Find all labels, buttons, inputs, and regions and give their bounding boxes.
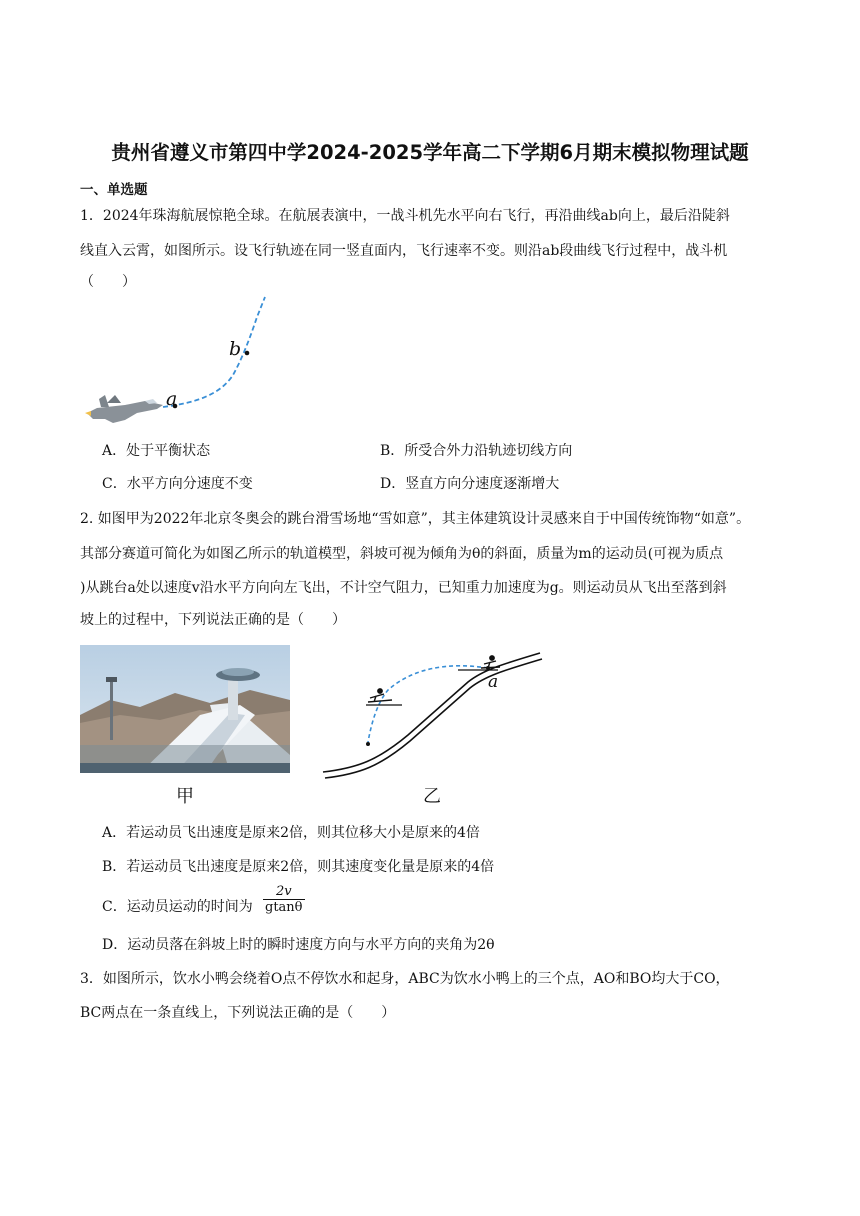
ski-jump-photo	[80, 645, 290, 773]
q2-text-line-1: 2. 如图甲为2022年北京冬奥会的跳台滑雪场地“雪如意”，其主体建筑设计灵感来自于中国传统饰物“如意”。	[80, 511, 751, 527]
q2-text-line-4: 坡上的过程中，下列说法正确的是（ ）	[80, 612, 346, 628]
figure-caption-yi: 乙	[423, 786, 441, 807]
q1-option-a[interactable]: A．处于平衡状态	[102, 443, 211, 459]
q3-text-line-2: BC两点在一条直线上，下列说法正确的是（ ）	[80, 1005, 396, 1021]
q1-option-c[interactable]: C．水平方向分速度不变	[102, 476, 253, 492]
q2-point-a-label: a	[488, 672, 499, 692]
flight-path-curve	[163, 297, 265, 407]
q2-option-c-fraction	[263, 884, 305, 915]
page-title: 贵州省遵义市第四中学2024-2025学年高二下学期6月期末模拟物理试题	[111, 141, 749, 164]
figure-caption-jia: 甲	[176, 786, 194, 807]
section-heading: 一、单选题	[80, 182, 148, 198]
q1-point-a-label: a	[166, 388, 178, 410]
landing-point-dot	[366, 742, 370, 746]
fraction-denominator: gtanθ	[265, 900, 303, 915]
track-upper-rail	[323, 653, 540, 772]
q1-text-line-2: 线直入云霄，如图所示。设飞行轨迹在同一竖直面内，飞行速率不变。则沿ab段曲线飞行过程中，战斗机	[80, 243, 728, 259]
q2-option-d[interactable]: D．运动员落在斜坡上时的瞬时速度方向与水平方向的夹角为2θ	[102, 937, 495, 953]
fraction-numerator: 2v	[263, 884, 305, 900]
flight-parabola	[368, 666, 488, 742]
q1-text-line-3: （ ）	[80, 274, 136, 290]
q2-option-c[interactable]: C．运动员运动的时间为	[102, 899, 253, 915]
point-b-dot	[245, 351, 250, 356]
ski-track-diagram	[318, 650, 548, 780]
fighter-jet-icon	[85, 395, 163, 423]
q1-option-b[interactable]: B．所受合外力沿轨迹切线方向	[380, 443, 573, 459]
q2-text-line-2: 其部分赛道可简化为如图乙所示的轨道模型，斜坡可视为倾角为θ的斜面，质量为m的运动员(可视为质点	[80, 546, 724, 562]
q2-text-line-3: )从跳台a处以速度v沿水平方向向左飞出，不计空气阻力，已知重力加速度为g。则运动员从飞出至落到斜	[80, 580, 727, 596]
q1-option-d[interactable]: D．竖直方向分速度逐渐增大	[380, 476, 560, 492]
q3-text-line-1: 3．如图所示，饮水小鸭会绕着O点不停饮水和起身，ABC为饮水小鸭上的三个点，AO和BO均大于CO，	[80, 971, 730, 987]
q2-option-b[interactable]: B．若运动员飞出速度是原来2倍，则其速度变化量是原来的4倍	[102, 859, 495, 875]
track-lower-rail	[325, 659, 542, 778]
q1-text-line-1: 1．2024年珠海航展惊艳全球。在航展表演中，一战斗机先水平向右飞行，再沿曲线ab向上，最后沿陡斜	[80, 208, 730, 224]
q2-option-a[interactable]: A．若运动员飞出速度是原来2倍，则其位移大小是原来的4倍	[102, 825, 480, 841]
q1-trajectory-figure	[85, 295, 275, 430]
q1-point-b-label: b	[229, 338, 242, 360]
